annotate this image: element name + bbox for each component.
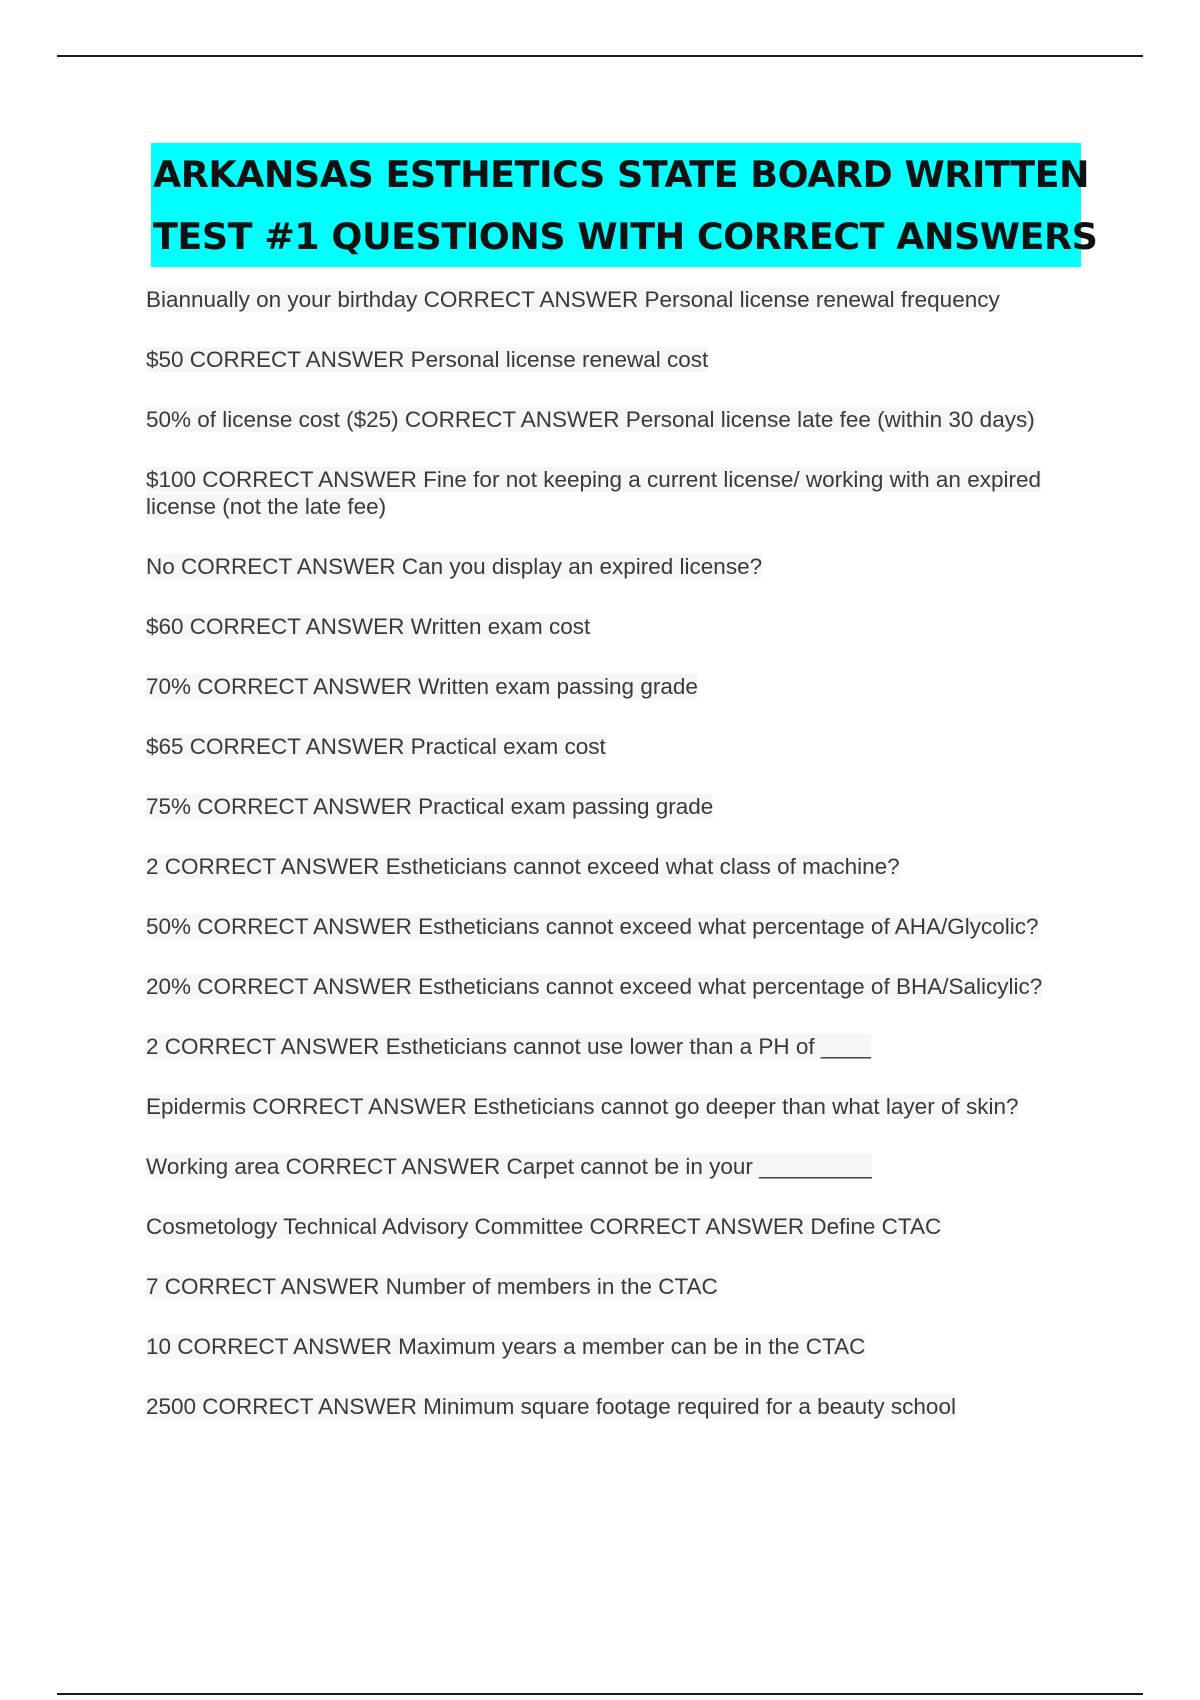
qa-text: Biannually on your birthday CORRECT ANSWER Personal license renewal frequency <box>146 287 1000 312</box>
qa-text: 2500 CORRECT ANSWER Minimum square footage required for a beauty school <box>146 1394 956 1419</box>
qa-item <box>146 1271 1096 1302</box>
qa-item <box>146 731 1096 762</box>
qa-item <box>146 464 1096 522</box>
qa-item <box>146 611 1096 642</box>
qa-item <box>146 1091 1096 1122</box>
qa-text: 50% CORRECT ANSWER Estheticians cannot exceed what percentage of AHA/Glycolic? <box>146 914 1039 939</box>
qa-text: 2 CORRECT ANSWER Estheticians cannot use lower than a PH of ____ <box>146 1034 871 1059</box>
qa-item <box>146 284 1096 315</box>
qa-text: Working area CORRECT ANSWER Carpet cannot be in your _________ <box>146 1154 872 1179</box>
qa-item <box>146 851 1096 882</box>
qa-text: 70% CORRECT ANSWER Written exam passing grade <box>146 674 698 699</box>
qa-item <box>146 404 1096 435</box>
qa-item <box>146 1151 1096 1182</box>
qa-list <box>146 284 1096 1451</box>
qa-item <box>146 1031 1096 1062</box>
document-title <box>151 143 1098 267</box>
qa-text: Epidermis CORRECT ANSWER Estheticians cannot go deeper than what layer of skin? <box>146 1094 1019 1119</box>
qa-text: 50% of license cost ($25) CORRECT ANSWER Personal license late fee (within 30 days) <box>146 407 1035 432</box>
qa-text: No CORRECT ANSWER Can you display an expired license? <box>146 554 763 579</box>
qa-text: 75% CORRECT ANSWER Practical exam passing grade <box>146 794 714 819</box>
qa-text: $65 CORRECT ANSWER Practical exam cost <box>146 734 606 759</box>
qa-item <box>146 551 1096 582</box>
qa-text: $60 CORRECT ANSWER Written exam cost <box>146 614 591 639</box>
qa-text: 10 CORRECT ANSWER Maximum years a member can be in the CTAC <box>146 1334 866 1359</box>
qa-item <box>146 791 1096 822</box>
title-line-2: TEST #1 QUESTIONS WITH CORRECT ANSWERS <box>151 205 1081 267</box>
qa-item <box>146 344 1096 375</box>
qa-item <box>146 1391 1096 1422</box>
qa-item <box>146 671 1096 702</box>
qa-text: 20% CORRECT ANSWER Estheticians cannot exceed what percentage of BHA/Salicylic? <box>146 974 1043 999</box>
top-rule <box>57 55 1143 57</box>
qa-text: $100 CORRECT ANSWER Fine for not keeping a current license/ working with an expired license (not the late fee) <box>146 467 1041 519</box>
title-line-1: ARKANSAS ESTHETICS STATE BOARD WRITTEN <box>151 143 1081 205</box>
qa-item <box>146 1331 1096 1362</box>
qa-text: 2 CORRECT ANSWER Estheticians cannot exceed what class of machine? <box>146 854 900 879</box>
qa-text: $50 CORRECT ANSWER Personal license renewal cost <box>146 347 709 372</box>
bottom-rule <box>57 1693 1143 1695</box>
qa-item <box>146 911 1096 942</box>
qa-text: 7 CORRECT ANSWER Number of members in the CTAC <box>146 1274 718 1299</box>
qa-item <box>146 1211 1096 1242</box>
qa-item <box>146 971 1096 1002</box>
qa-text: Cosmetology Technical Advisory Committee CORRECT ANSWER Define CTAC <box>146 1214 942 1239</box>
